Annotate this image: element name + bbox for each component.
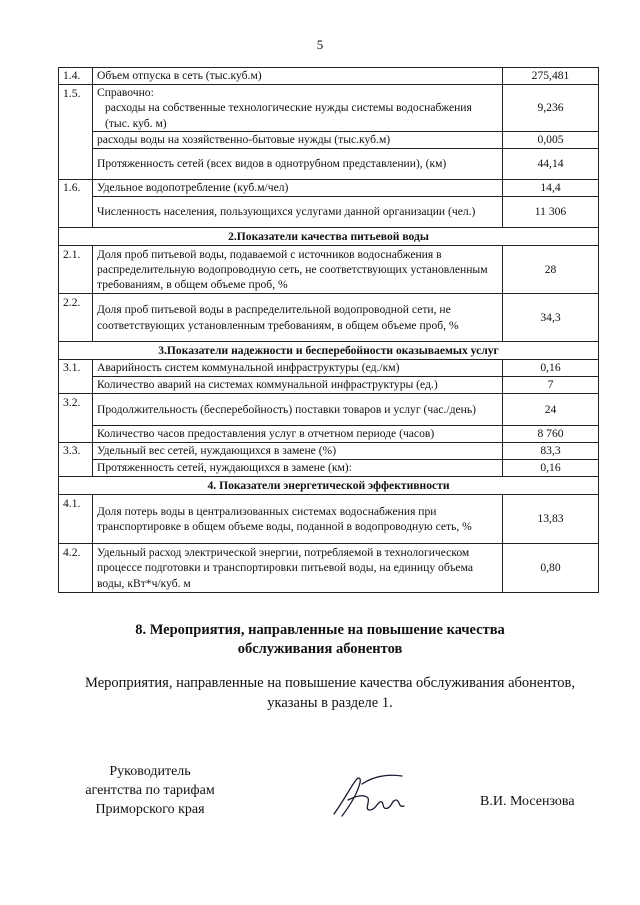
- row-number: 1.4.: [59, 68, 93, 85]
- row-value: 275,481: [503, 68, 599, 85]
- row-label: Объем отпуска в сеть (тыс.куб.м): [93, 68, 503, 85]
- position-line: агентства по тарифам: [85, 783, 215, 798]
- row-label: расходы воды на хозяйственно-бытовые нужды (тыс.куб.м): [93, 132, 503, 149]
- row-label: Продолжительность (бесперебойность) поставки товаров и услуг (час./день): [93, 394, 503, 426]
- table-row: [59, 85, 599, 132]
- table-row: [59, 180, 599, 197]
- section-8-heading: [0, 621, 640, 659]
- row-number: 4.2.: [59, 544, 93, 593]
- row-number: 3.3.: [59, 443, 93, 477]
- table-row: [59, 132, 599, 149]
- table-row: [59, 360, 599, 377]
- table-row: [59, 443, 599, 460]
- row-value: 0,16: [503, 460, 599, 477]
- section-8-text: Мероприятия, направленные на повышение качества обслуживания абонентов, указаны в разделе 1.: [85, 675, 575, 711]
- row-value: 24: [503, 394, 599, 426]
- row-value: 83,3: [503, 443, 599, 460]
- table-row: [59, 426, 599, 443]
- handwritten-signature: [326, 770, 422, 824]
- row-value: 11 306: [503, 197, 599, 228]
- section-title: 4. Показатели энергетической эффективности: [59, 477, 599, 495]
- row-number: 2.2.: [59, 294, 93, 342]
- row-value: 0,80: [503, 544, 599, 593]
- row-value: 8 760: [503, 426, 599, 443]
- row-label: Удельный вес сетей, нуждающихся в замене (%): [93, 443, 503, 460]
- row-value: 14,4: [503, 180, 599, 197]
- row-label: Удельный расход электрической энергии, потребляемой в технологическом процессе подготовки и транспортировки питьевой воды, на единицу объема воды, кВт*ч/куб. м: [93, 544, 503, 593]
- table-row: [59, 460, 599, 477]
- row-label: Справочно:: [97, 86, 154, 99]
- row-value: 28: [503, 246, 599, 294]
- row-label: Численность населения, пользующихся услугами данной организации (чел.): [93, 197, 503, 228]
- row-label: Доля потерь воды в централизованных системах водоснабжения при транспортировке в общем объеме воды, поданной в водопроводную сеть, %: [93, 495, 503, 544]
- signer-position: [80, 762, 220, 819]
- page-number: 5: [316, 37, 324, 52]
- table-row: [59, 377, 599, 394]
- row-label: Удельное водопотребление (куб.м/чел): [93, 180, 503, 197]
- row-sublabel: расходы на собственные технологические нужды системы водоснабжения (тыс. куб. м): [105, 101, 472, 130]
- row-label: Доля проб питьевой воды в распределительной водопроводной сети, не соответствующих установленным требованиям, в общем объеме проб, %: [93, 294, 503, 342]
- row-label: Доля проб питьевой воды, подаваемой с источников водоснабжения в распределительную водопроводную сеть, не соответствующих установленным требованиям, в общем объеме проб, %: [93, 246, 503, 294]
- table-row: [59, 149, 599, 180]
- row-number: 3.2.: [59, 394, 93, 443]
- position-line: Руководитель: [109, 764, 191, 779]
- row-label: Протяженность сетей (всех видов в однотрубном представлении), (км): [93, 149, 503, 180]
- heading-line: обслуживания абонентов: [237, 641, 403, 657]
- row-label: Количество часов предоставления услуг в отчетном периоде (часов): [93, 426, 503, 443]
- position-line: Приморского края: [95, 802, 205, 817]
- signer-name: В.И. Мосензова: [480, 794, 575, 809]
- row-value: 13,83: [503, 495, 599, 544]
- table-row: [59, 68, 599, 85]
- indicators-table: [58, 67, 599, 593]
- row-value: 9,236: [503, 85, 599, 132]
- row-value: 7: [503, 377, 599, 394]
- table-row: [59, 197, 599, 228]
- table-row: [59, 246, 599, 294]
- row-label: Аварийность систем коммунальной инфраструктуры (ед./км): [93, 360, 503, 377]
- row-number: 1.5.: [59, 85, 93, 180]
- row-label: Количество аварий на системах коммунальной инфраструктуры (ед.): [93, 377, 503, 394]
- table-row: [59, 495, 599, 544]
- section-row: [59, 342, 599, 360]
- table-row: [59, 294, 599, 342]
- row-label: Протяженность сетей, нуждающихся в замене (км):: [93, 460, 503, 477]
- heading-line: 8. Мероприятия, направленные на повышение качества: [135, 622, 505, 638]
- section-title: 3.Показатели надежности и бесперебойности оказываемых услуг: [59, 342, 599, 360]
- row-value: 0,16: [503, 360, 599, 377]
- row-number: 3.1.: [59, 360, 93, 394]
- row-label-group: [93, 85, 503, 132]
- section-row: [59, 477, 599, 495]
- row-number: 1.6.: [59, 180, 93, 228]
- section-row: [59, 228, 599, 246]
- row-number: 2.1.: [59, 246, 93, 294]
- table-row: [59, 544, 599, 593]
- table-row: [59, 394, 599, 426]
- section-title: 2.Показатели качества питьевой воды: [59, 228, 599, 246]
- row-value: 44,14: [503, 149, 599, 180]
- row-number: 4.1.: [59, 495, 93, 544]
- row-value: 34,3: [503, 294, 599, 342]
- row-value: 0,005: [503, 132, 599, 149]
